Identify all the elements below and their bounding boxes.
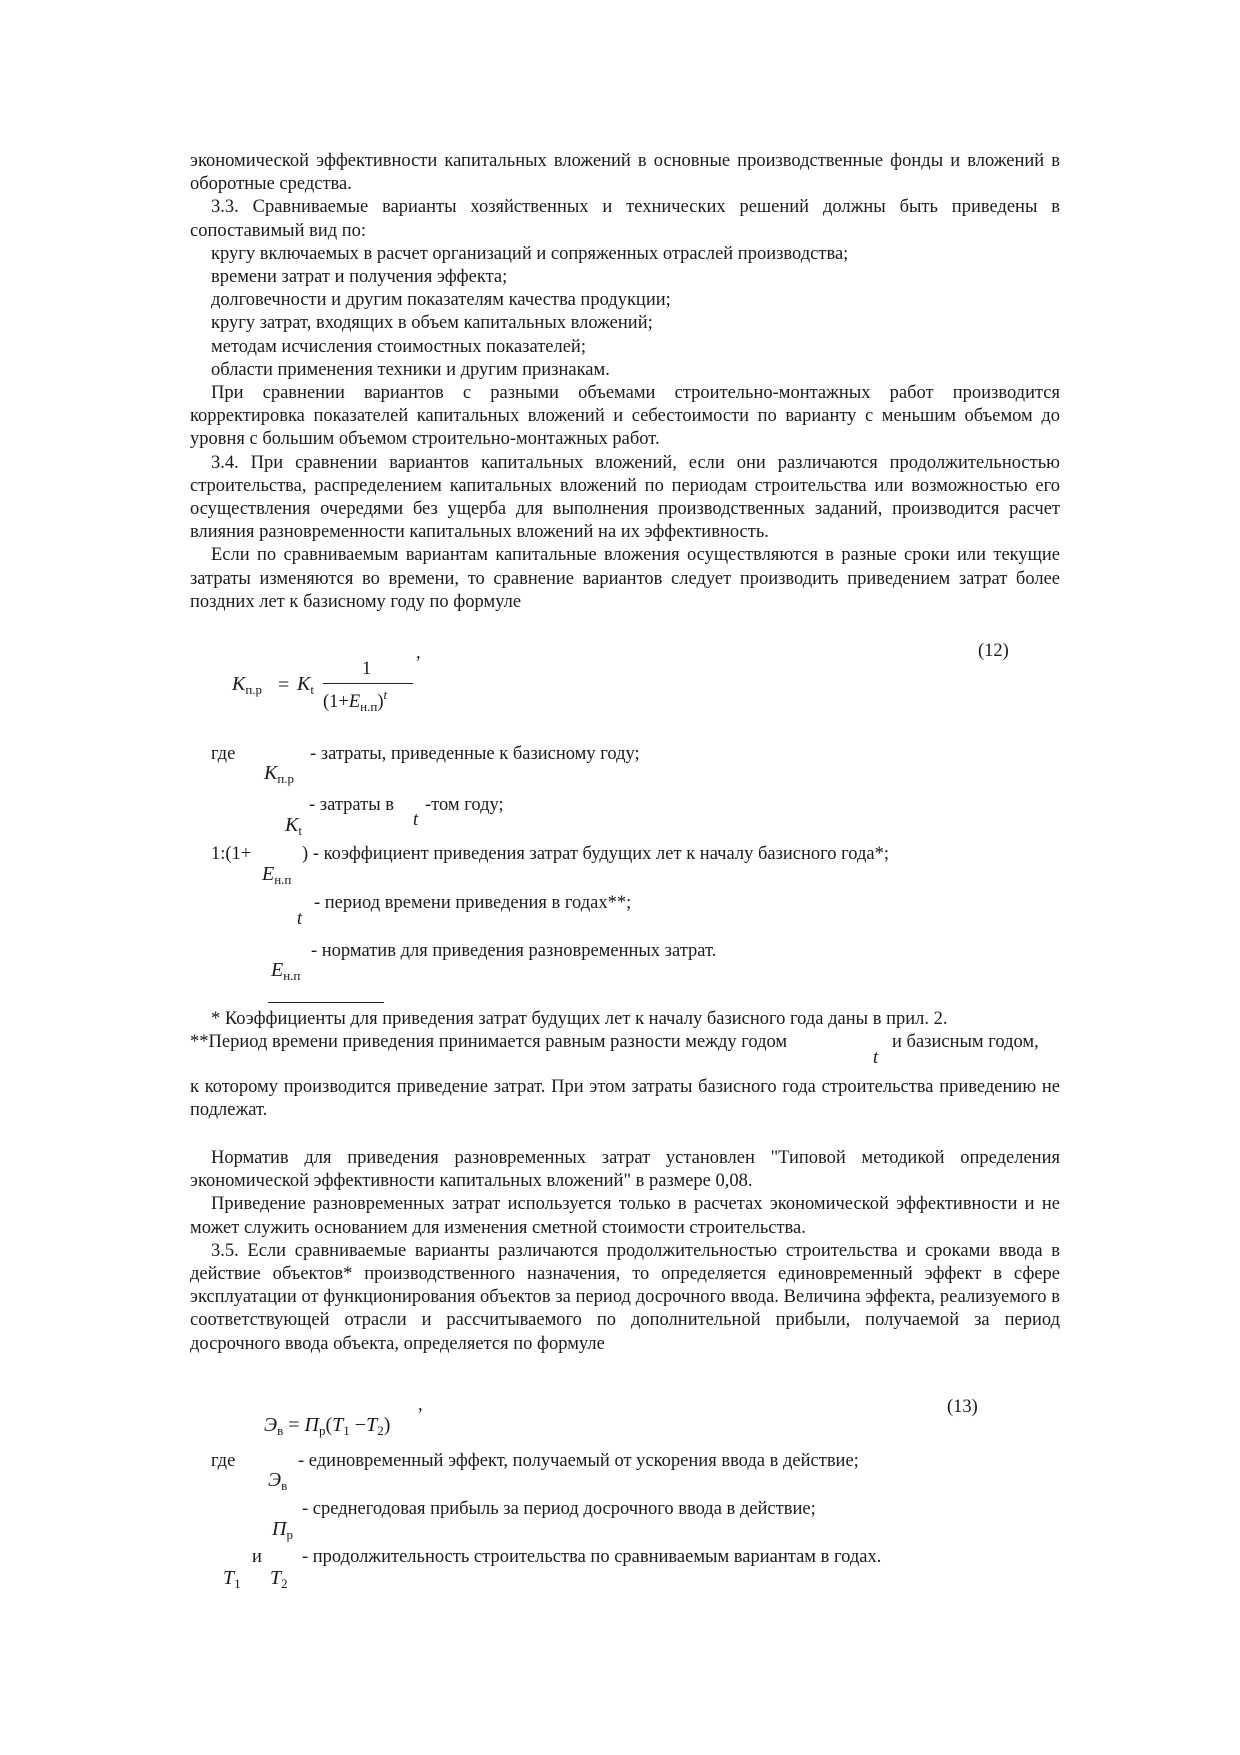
definition-text: - продолжительность строительства по сравниваемым вариантам в годах. [302,1547,882,1567]
definition-text: 1:(1+ [211,844,252,864]
paragraph: Если по сравниваемым вариантам капитальные вложения осуществляются в разные сроки или текущие затраты изменяются во времени, то сравнение вариантов следует производить приведением затрат более поздних лет к базисному году по формуле [190,545,1060,612]
formula-comma: , [416,643,421,663]
list-item: кругу включаемых в расчет организаций и сопряженных отраслей производства; [211,243,849,264]
def-var: $K_{п.р}$ [264,762,295,786]
fraction-line [323,683,413,684]
footnote: к которому производится приведение затрат. При этом затраты базисного года строительства приведению не подлежат. [190,1077,1060,1121]
paragraph: Норматив для приведения разновременных затрат установлен "Типовой методикой определения экономической эффективности капитальных вложений" в размере 0,08. [190,1148,1060,1192]
where-label: где [211,744,236,764]
footnote: **Период времени приведения принимается равным разности между годом [190,1032,788,1052]
definition-text: и [252,1547,262,1567]
def-var: $T_1$ [223,1567,241,1591]
formula-expression: $Э_в = П_р(T_1 -T_2)$ [264,1414,391,1438]
formula-equals: = [278,674,290,696]
list-item: области применения техники и другим признакам. [211,359,610,380]
definition-text: - затраты, приведенные к базисному году; [310,744,640,764]
def-var: $T_2$ [270,1567,288,1591]
list-item: методам исчисления стоимостных показателей; [211,336,586,357]
formula-number: (12) [978,641,1009,661]
def-var: $E_{н.п}$ [262,863,292,887]
def-var: $E_{н.п}$ [271,959,301,983]
where-label: где [211,1451,236,1471]
list-item: долговечности и другим показателям качества продукции; [211,290,671,311]
paragraph: 3.4. При сравнении вариантов капитальных вложений, если они различаются продолжительностью строительства, распределением капитальных вложений по периодам строительства или возможностью его осуществления очередями без ущерба для выполнения производственных заданий, производится расчет влияния разновременности капитальных вложений на их эффективность. [190,452,1060,543]
definition-text: ) - коэффициент приведения затрат будущих лет к началу базисного года*; [302,844,890,864]
text-block-top [190,150,1060,614]
formula-denominator: $(1+E_{н.п})^t$ [323,687,388,714]
text-block-bottom [190,1147,1060,1356]
def-var: $K_t$ [285,814,302,838]
def-var: t [413,810,419,830]
list-item: кругу затрат, входящих в объем капитальных вложений; [211,313,653,334]
paragraph: 3.3. Сравниваемые варианты хозяйственных и технических решений должны быть приведены в сопоставимый вид по: [190,197,1060,241]
definition-text: -том году; [425,795,504,815]
paragraph: Приведение разновременных затрат используется только в расчетах экономической эффективности и не может служить основанием для изменения сметной стоимости строительства. [190,1194,1060,1238]
paragraph: экономической эффективности капитальных вложений в основные производственные фонды и вложений в оборотные средства. [190,151,1060,195]
footnote-separator [268,1002,384,1003]
definition-text: - период времени приведения в годах**; [314,893,632,913]
footnote-var: t [873,1048,879,1068]
paragraph: 3.5. Если сравниваемые варианты различаются продолжительностью строительства и сроками ввода в действие объектов* производственного назначения, то определяется единовременный эффект в сфере эксплуатации от функционирования объектов за период досрочного ввода. Величина эффекта, реализуемого в соответствующей отрасли и рассчитываемого по дополнительной прибыли, получаемой за период досрочного ввода объекта, определяется по формуле [190,1240,1060,1354]
footnote: * Коэффициенты для приведения затрат будущих лет к началу базисного года даны в прил. 2. [211,1009,948,1029]
formula-number: (13) [947,1397,978,1417]
list-item: времени затрат и получения эффекта; [211,267,508,288]
footnote-continuation [190,1076,1060,1122]
definition-text: - среднегодовая прибыль за период досрочного ввода в действие; [302,1499,816,1519]
def-var: $Э_в$ [268,1469,288,1493]
formula-lhs: $K_{п.р}$ [232,673,263,697]
def-var: t [297,909,303,929]
formula-comma: , [418,1395,423,1415]
footnote: и базисным годом, [892,1032,1039,1052]
paragraph: При сравнении вариантов с разными объемами строительно-монтажных работ производится корректировка показателей капитальных вложений и себестоимости по варианту с меньшим объемом до уровня с большим объемом строительно-монтажных работ. [190,383,1060,450]
formula-numerator: 1 [362,659,372,679]
def-var: $П_р$ [272,1518,293,1542]
definition-text: - норматив для приведения разновременных затрат. [311,941,717,961]
formula-rhs: $K_t$ [297,673,314,697]
definition-text: - затраты в [309,795,394,815]
definition-text: - единовременный эффект, получаемый от ускорения ввода в действие; [298,1451,859,1471]
